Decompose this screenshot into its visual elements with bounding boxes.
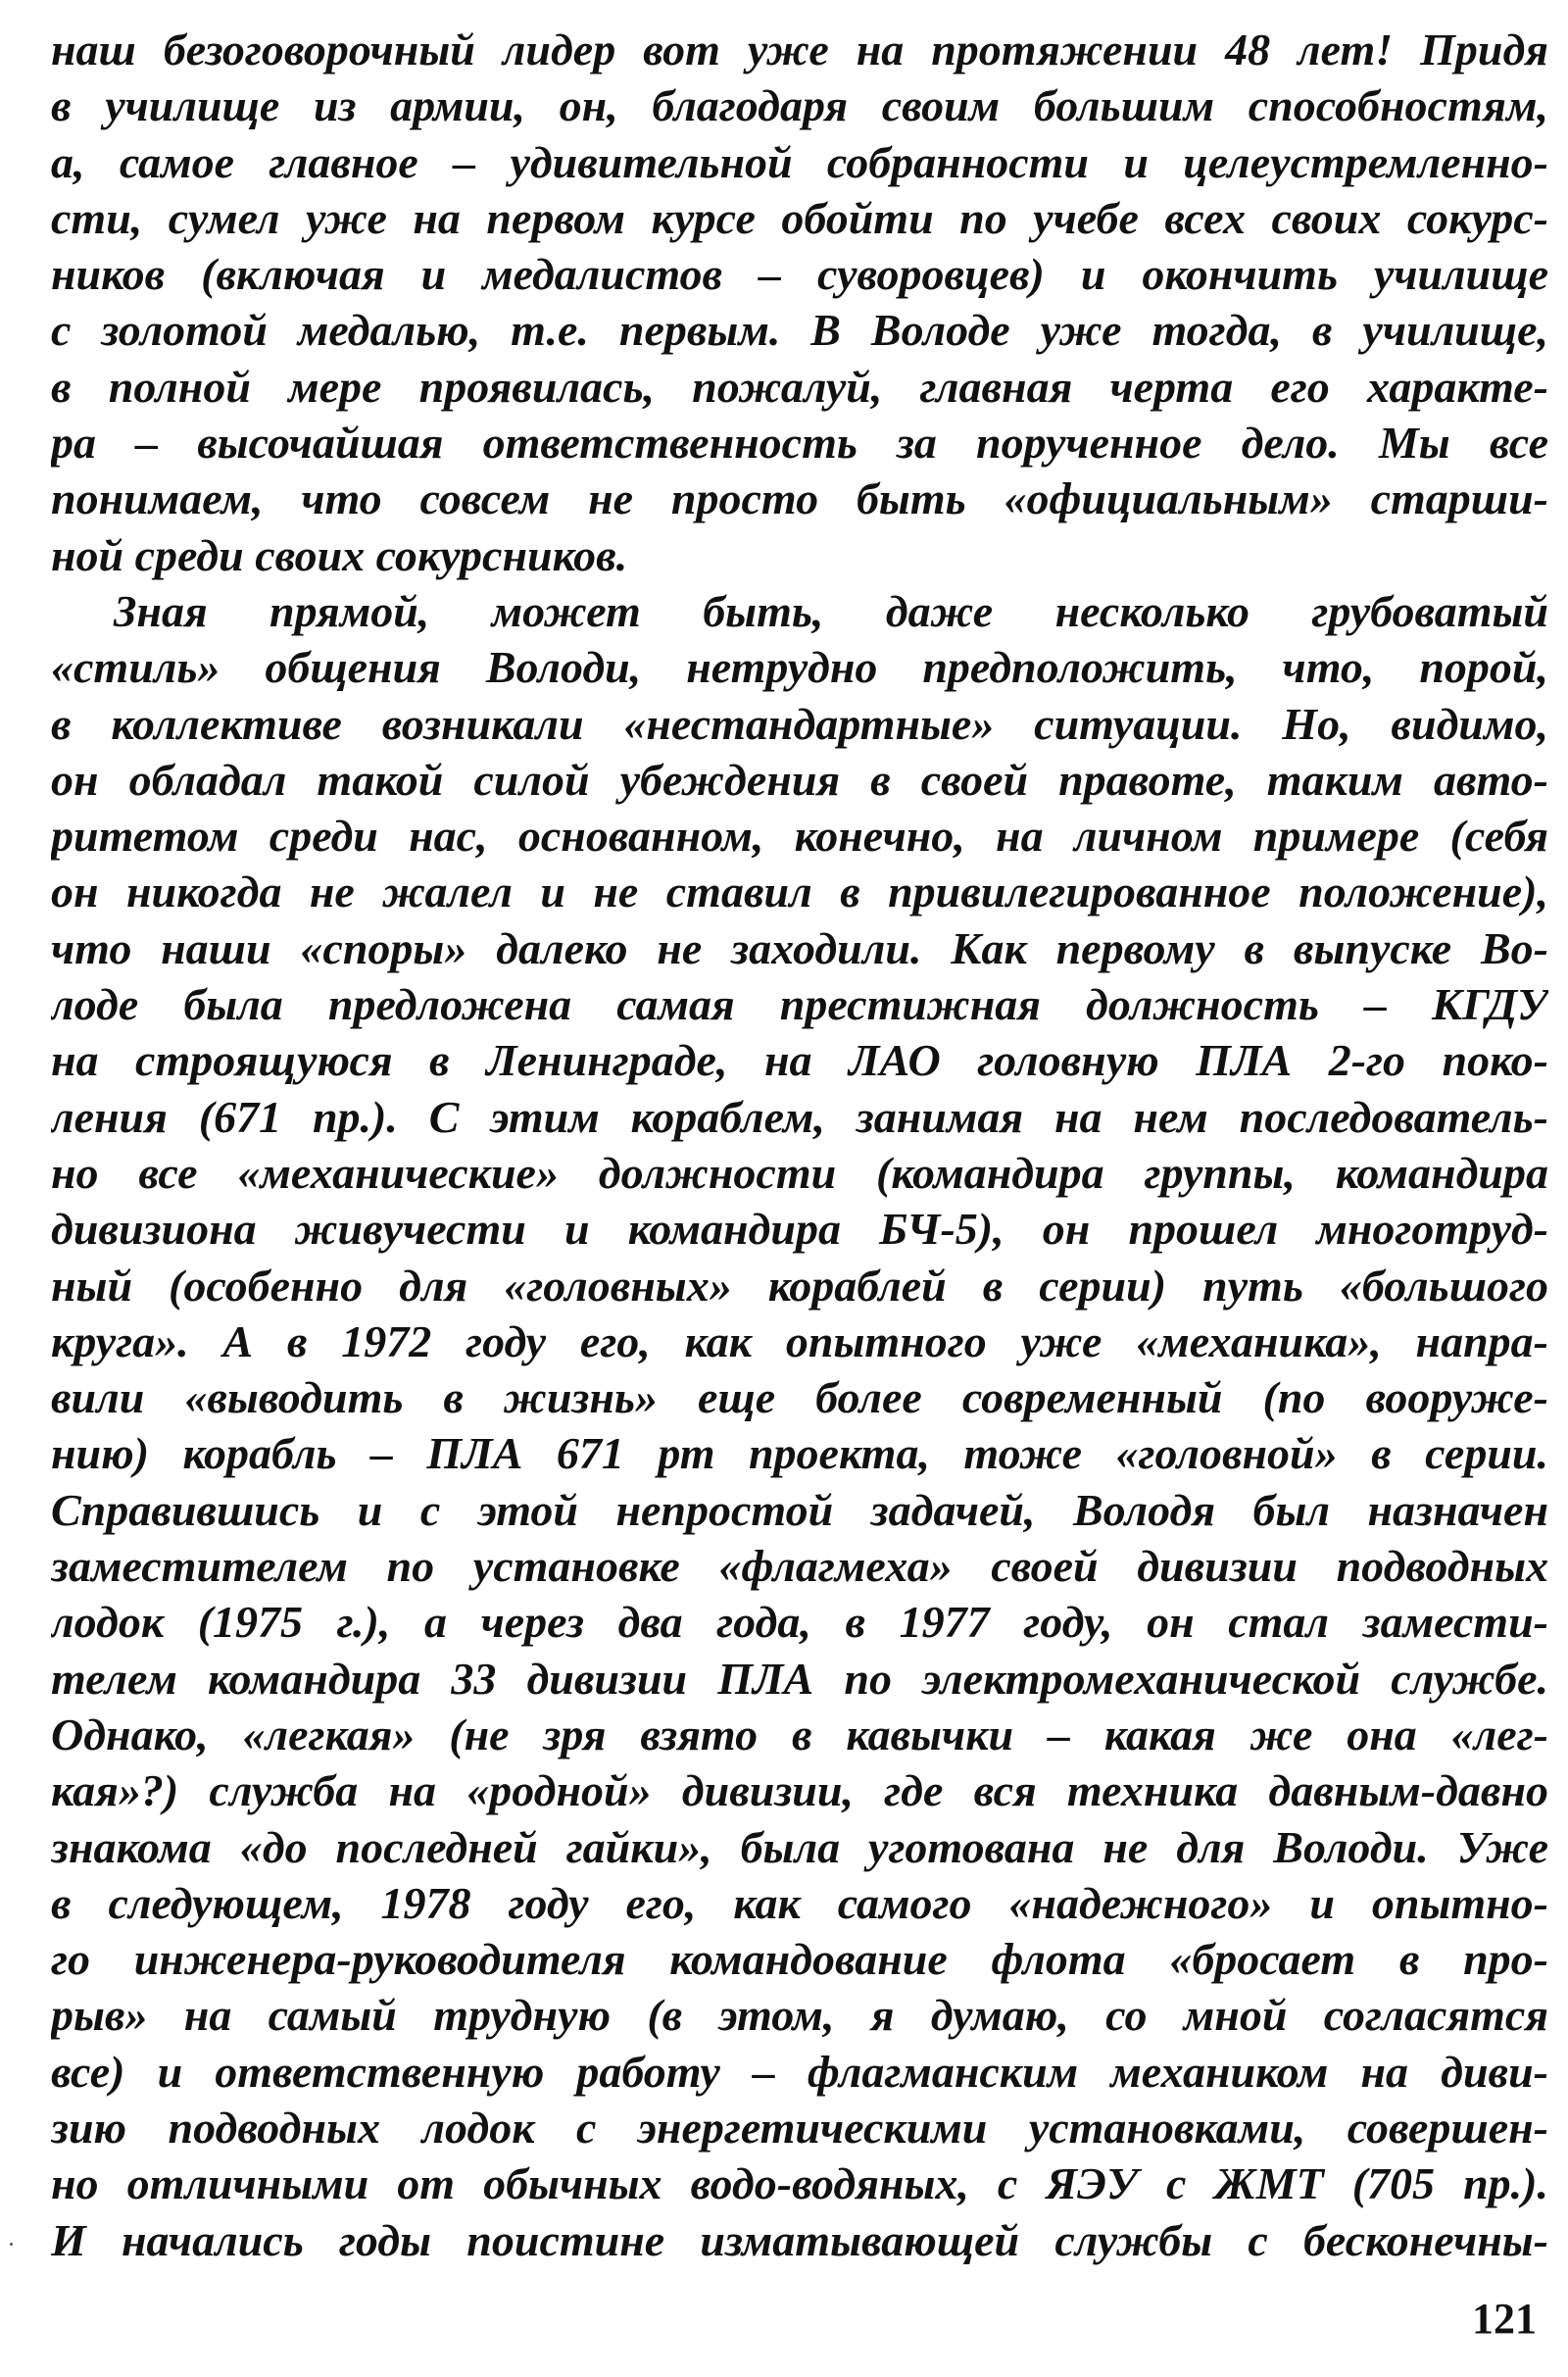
body-text [51, 22, 1548, 2268]
text-line: все) и ответственную работу – флагманским механиком на диви- [51, 2046, 1548, 2097]
text-line: в коллективе возникали «нестандартные» ситуации. Но, видимо, [51, 698, 1548, 749]
text-line: дивизиона живучести и командира БЧ-5), он прошел многотруд- [51, 1204, 1548, 1255]
text-line: Зная прямой, может быть, даже несколько грубоватый [114, 585, 1548, 636]
text-line: ный (особенно для «головных» кораблей в серии) путь «большого [51, 1260, 1548, 1311]
text-line: сти, сумел уже на первом курсе обойти по учебе всех своих сокурс- [51, 192, 1548, 243]
text-line: ра – высочайшая ответственность за порученное дело. Мы все [51, 418, 1548, 469]
text-line: рыв» на самый трудную (в этом, я думаю, со мной согласятся [51, 1990, 1548, 2041]
page-number: 121 [1472, 2295, 1537, 2343]
text-line: ной среди своих сокурсников. [51, 529, 628, 580]
text-line: заместителем по установке «флагмеха» своей дивизии подводных [51, 1541, 1548, 1592]
text-line: понимаем, что совсем не просто быть «официальным» старши- [51, 473, 1548, 524]
text-line: ритетом среди нас, основанном, конечно, на личном примере (себя [51, 811, 1548, 862]
text-line: в следующем, 1978 году его, как самого «надежного» и опытно- [51, 1877, 1548, 1928]
text-line: он никогда не жалел и не ставил в привилегированное положение), [51, 867, 1548, 917]
text-line: в училище из армии, он, благодаря своим большим способностям, [51, 80, 1548, 131]
text-line: наш безоговорочный лидер вот уже на протяжении 48 лет! Придя [51, 25, 1548, 74]
text-line: в полной мере проявилась, пожалуй, главная черта его характе- [51, 361, 1548, 412]
text-line: ления (671 пр.). С этим кораблем, занимая на нем последователь- [51, 1091, 1548, 1142]
text-line: лоде была предложена самая престижная должность – КГДУ [51, 979, 1548, 1030]
text-line: го инженера-руководителя командование флота «бросает в про- [51, 1934, 1548, 1985]
text-line: круга». А в 1972 году его, как опытного уже «механика», напра- [51, 1315, 1548, 1366]
text-line: лодок (1975 г.), а через два года, в 1977 году, он стал замести- [51, 1597, 1548, 1648]
text-line: а, самое главное – удивительной собранности и целеустремленно- [51, 136, 1548, 187]
text-line: «стиль» общения Володи, нетрудно предположить, что, порой, [51, 642, 1548, 693]
text-line: но все «механические» должности (командира группы, командира [51, 1147, 1548, 1198]
text-line: ников (включая и медалистов – суворовцев) и окончить училище [51, 249, 1548, 300]
text-line: с золотой медалью, т.е. первым. В Володе уже тогда, в училище, [51, 305, 1548, 356]
scan-speck [10, 2243, 13, 2246]
text-line: знакома «до последней гайки», была уготована не для Володи. Уже [51, 1821, 1548, 1872]
text-line: зию подводных лодок с энергетическими установками, совершен- [51, 2102, 1548, 2153]
text-line: кая»?) служба на «родной» дивизии, где вся техника давным-давно [51, 1765, 1548, 1816]
text-line: телем командира 33 дивизии ПЛА по электромеханической службе. [51, 1653, 1548, 1704]
text-line: на строящуюся в Ленинграде, на ЛАО головную ПЛА 2-го поко- [51, 1035, 1548, 1086]
text-line: что наши «споры» далеко не заходили. Как первому в выпуске Во- [51, 922, 1548, 973]
text-line: он обладал такой силой убеждения в своей правоте, таким авто- [51, 754, 1548, 805]
text-line: Справившись и с этой непростой задачей, Володя был назначен [51, 1484, 1548, 1535]
text-line: но отличными от обычных водо-водяных, с ЯЭУ с ЖМТ (705 пр.). [51, 2158, 1548, 2209]
text-line: вили «выводить в жизнь» еще более современный (по вооруже- [51, 1372, 1548, 1423]
text-line: И начались годы поистине изматывающей службы с бесконечны- [51, 2214, 1548, 2265]
text-line: Однако, «легкая» (не зря взято в кавычки – какая же она «лег- [51, 1708, 1548, 1759]
text-line: нию) корабль – ПЛА 671 рт проекта, тоже «головной» в серии. [51, 1428, 1548, 1479]
